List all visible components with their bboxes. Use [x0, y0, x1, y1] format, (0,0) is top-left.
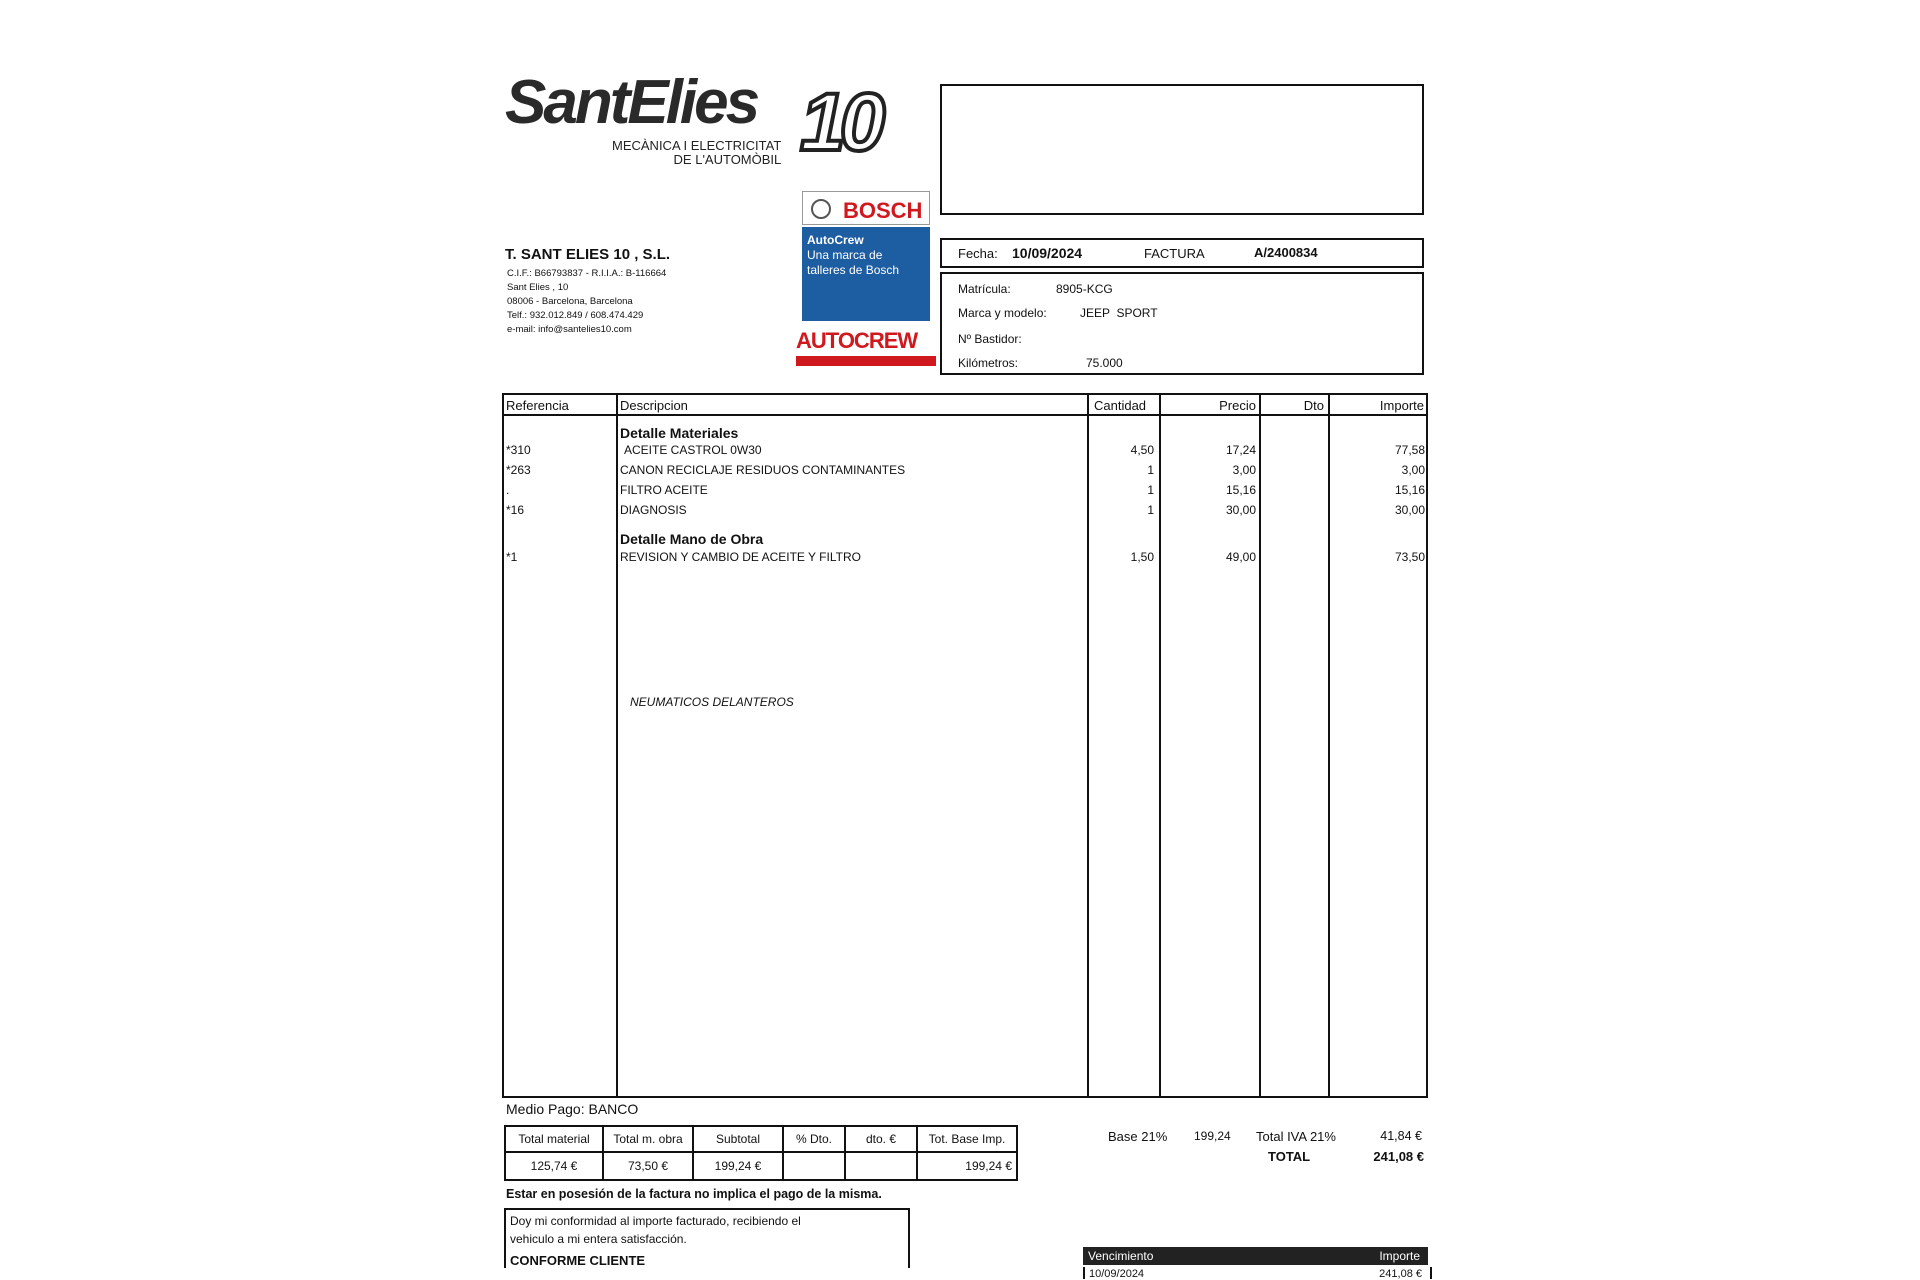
invoice-lines-table: Referencia Descripcion Cantidad Precio Dto Importe Detalle Materiales *310 ACEITE CASTROL 0W30 4,50 17,24 77,58 *263 CANON RECICLAJE RESIDUOS CONTAMINANTES 1 3,00 3,00 . FILTRO ACEITE 1 15,16 15,16 *16 DIAGNOSIS 1 30,00 30,00 Detalle Mano de Obra *1 REVISION Y CAMBIO DE ACEITE Y FILTRO 1,50 49,00 73,50 NEUMATICOS DELANTEROS — [502, 393, 1428, 1098]
col-header-qty: Cantidad — [1094, 398, 1147, 413]
total-value: 241,08 € — [1373, 1149, 1424, 1164]
vehicle-info-box: Matrícula: 8905-KCG Marca y modelo: JEEP SPORT Nº Bastidor: Kilómetros: 75.000 — [940, 272, 1424, 375]
table-note: NEUMATICOS DELANTEROS — [630, 695, 794, 709]
totals-table: Total material Total m. obra Subtotal % Dto. dto. € Tot. Base Imp. 125,74 € 73,50 € 199,24 € 199,24 € — [504, 1125, 1018, 1181]
payment-notice: Estar en posesión de la factura no implica el pago de la misma. — [506, 1187, 882, 1201]
company-details: C.I.F.: B66793837 - R.I.I.A.: B-116664 Sant Elies , 10 08006 - Barcelona, Barcelona Telf.: 932.012.849 / 608.474.429 e-mail: info@santelies10.com — [507, 268, 667, 335]
bosch-emblem-icon — [811, 199, 831, 219]
company-logo-name: SantElies — [505, 68, 758, 137]
bosch-logo: BOSCH — [802, 191, 930, 225]
customer-address-box — [940, 84, 1424, 215]
col-header-amount: Importe — [1379, 398, 1424, 413]
conformity-box: Doy mi conformidad al importe facturado, recibiendo el vehiculo a mi entera satisfacción. CONFORME CLIENTE — [504, 1208, 910, 1268]
autocrew-banner: AutoCrew Una marca de talleres de Bosch — [802, 227, 930, 321]
vehicle-plate: 8905-KCG — [1056, 282, 1113, 296]
company-logo-number: 10 — [800, 77, 880, 168]
base-value: 199,24 — [1194, 1129, 1231, 1143]
autocrew-logo: AUTOCREW — [796, 326, 936, 364]
vehicle-model: JEEP SPORT — [1080, 306, 1158, 320]
iva-label: Total IVA 21% — [1256, 1129, 1336, 1144]
invoice-number: A/2400834 — [1254, 245, 1318, 260]
col-header-ref: Referencia — [506, 398, 569, 413]
section-materials: Detalle Materiales — [620, 425, 739, 441]
col-header-dto: Dto — [1303, 398, 1324, 413]
conformity-title: CONFORME CLIENTE — [510, 1253, 646, 1268]
invoice-header: Fecha: 10/09/2024 FACTURA A/2400834 — [940, 238, 1424, 268]
col-header-desc: Descripcion — [620, 398, 688, 413]
due-row: 10/09/2024 241,08 € — [1083, 1267, 1432, 1279]
company-name: T. SANT ELIES 10 , S.L. — [505, 246, 671, 263]
invoice-date: 10/09/2024 — [1012, 245, 1083, 261]
company-logo-subtitle: MECÀNICA I ELECTRICITAT DE L'AUTOMÒBIL — [612, 138, 782, 167]
base-label: Base 21% — [1108, 1129, 1168, 1144]
payment-method: Medio Pago: BANCO — [506, 1101, 639, 1117]
iva-value: 41,84 € — [1380, 1129, 1422, 1143]
vehicle-km: 75.000 — [1086, 356, 1123, 370]
due-header: Vencimiento Importe — [1083, 1247, 1428, 1265]
section-labour: Detalle Mano de Obra — [620, 531, 764, 547]
col-header-price: Precio — [1219, 398, 1256, 413]
total-label: TOTAL — [1268, 1149, 1311, 1164]
